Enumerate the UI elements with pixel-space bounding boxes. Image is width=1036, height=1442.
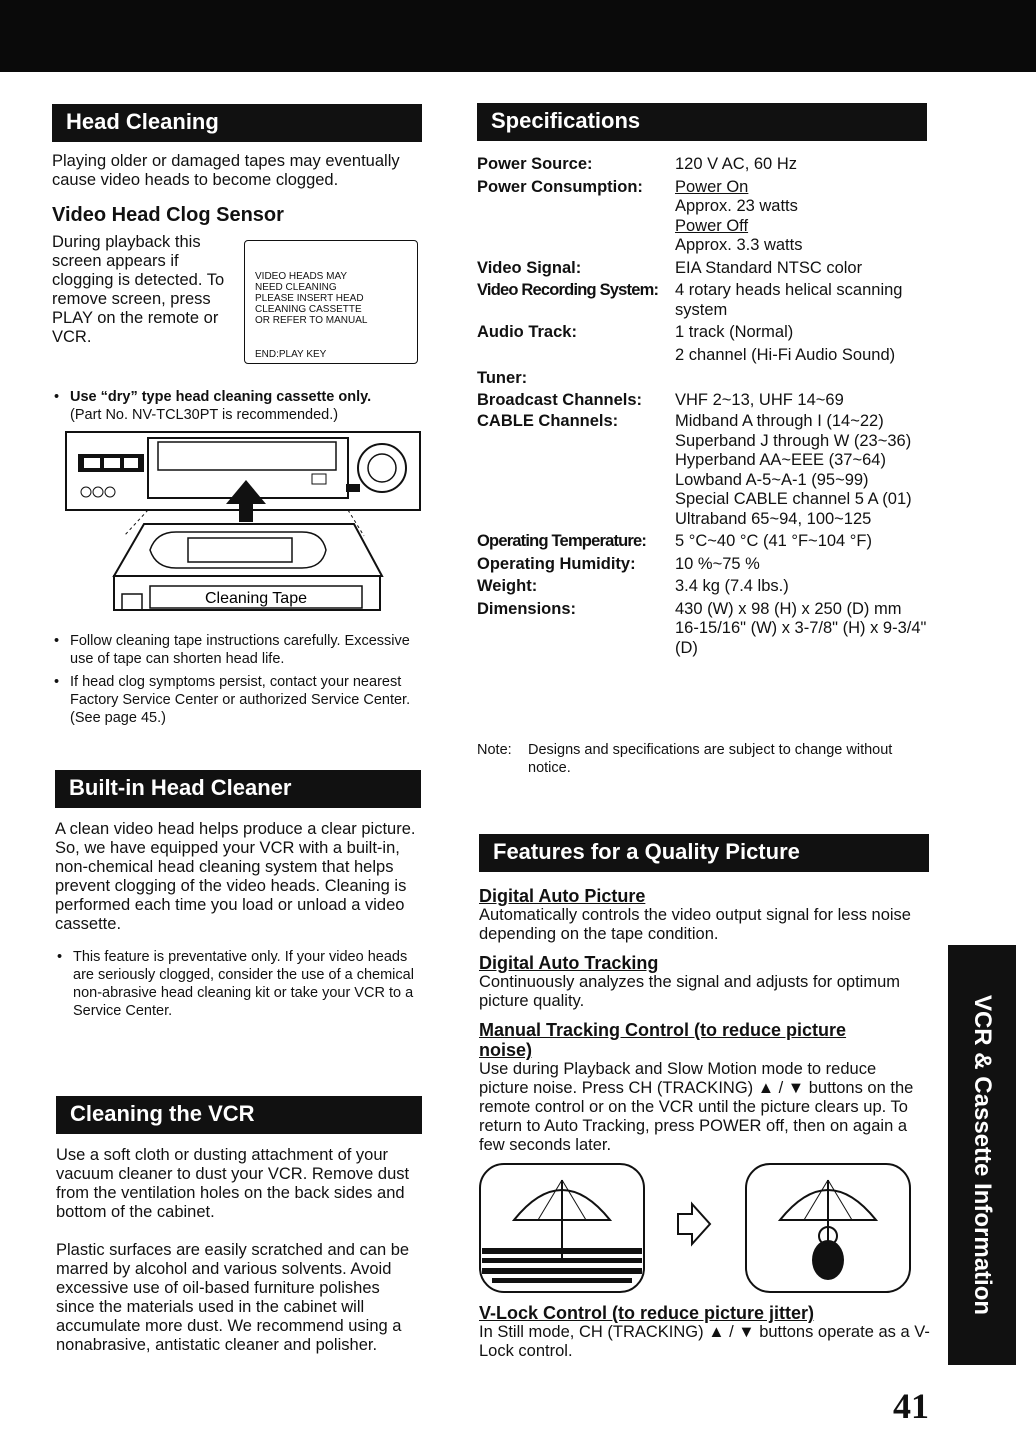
bullet-item: • If head clog symptoms persist, contact your nearest Factory Service Center or authorized Service Center. (See page 45.) xyxy=(52,673,424,727)
spec-power-consumption xyxy=(477,178,927,256)
feature-text: Continuously analyzes the signal and adjusts for optimum picture quality. xyxy=(479,973,900,1010)
spec-label: Power Consumption: xyxy=(477,177,643,196)
spec-value: 120 V AC, 60 Hz xyxy=(675,155,797,173)
builtin-cleaner-text: A clean video head helps produce a clear picture. So, we have equipped your VCR with a built-in, non-chemical head cleaning system that helps prevent clogging of the video heads. Cleaning is performed each time you load or unload a video cassette. xyxy=(55,820,416,933)
spec-label: Video Signal: xyxy=(477,258,582,277)
feature-heading: V-Lock Control (to reduce picture jitter) xyxy=(479,1303,815,1323)
spec-dimensions xyxy=(477,600,927,659)
side-tab xyxy=(948,945,1016,1365)
spec-power-source xyxy=(477,155,927,175)
spec-tuner xyxy=(477,369,927,389)
spec-value: 2 channel (Hi-Fi Audio Sound) xyxy=(675,345,896,364)
builtin-cleaner-section xyxy=(55,770,421,1020)
vlock-feature xyxy=(479,1303,931,1361)
tracking-comparison-illustration xyxy=(478,1160,914,1294)
features-header: Features for a Quality Picture xyxy=(479,834,929,872)
spec-note xyxy=(477,741,897,777)
cleaning-vcr-header: Cleaning the VCR xyxy=(56,1096,422,1134)
feature-heading: Manual Tracking Control (to reduce picture noise) xyxy=(479,1020,847,1060)
feature-text: In Still mode, CH (TRACKING) ▲ / ▼ buttons operate as a V-Lock control. xyxy=(479,1323,930,1360)
feature-text: Use during Playback and Slow Motion mode to reduce picture noise. Press CH (TRACKING) ▲ / ▼ buttons on the remote control or on the VCR until the picture clears up. To return to Auto Tracking, press POWER off, then on again a few seconds later. xyxy=(479,1060,914,1154)
spec-value: 5 °C~40 °C (41 °F~104 °F) xyxy=(675,532,872,550)
dry-cassette-part: (Part No. NV-TCL30PT is recommended.) xyxy=(70,407,339,423)
bullet-item: • Follow cleaning tape instructions carefully. Excessive use of tape can shorten head life. xyxy=(52,632,424,668)
spec-label: Video Recording System: xyxy=(477,281,659,299)
top-black-band xyxy=(0,0,1036,72)
spec-value: Approx. 3.3 watts xyxy=(675,236,803,254)
cleaning-vcr-p2: Plastic surfaces are easily scratched and can be marred by alcohol and various solvents. Avoid excessive use of oil-based furniture polishes since the materials used in the cabinet will accumulate more dust. We recommend using a nonabrasive, antistatic cleaner and polisher. xyxy=(56,1241,410,1354)
page-number: 41 xyxy=(893,1386,929,1426)
spec-value: VHF 2~13, UHF 14~69 xyxy=(675,390,844,409)
head-cleaning-bullets xyxy=(52,632,424,727)
spec-video-recording xyxy=(477,281,927,320)
spec-value: Lowband A-5~A-1 (95~99) xyxy=(675,470,869,489)
spec-value: 430 (W) x 98 (H) x 250 (D) mm xyxy=(675,599,902,618)
spec-value: Ultraband 65~94, 100~125 xyxy=(675,509,872,528)
clog-sensor-text: During playback this screen appears if clogging is detected. To remove screen, press PLAY on the remote or VCR. xyxy=(52,233,225,346)
spec-label: Operating Temperature: xyxy=(477,532,647,550)
spec-value: Approx. 23 watts xyxy=(675,197,798,215)
spec-broadcast xyxy=(477,391,927,411)
spec-label: Dimensions: xyxy=(477,599,577,618)
spec-value: 4 rotary heads helical scanning system xyxy=(675,281,903,319)
specifications-section xyxy=(477,103,927,658)
dry-cassette-bullet xyxy=(52,388,424,424)
specifications-header: Specifications xyxy=(477,103,927,141)
spec-value: 16-15/16" (W) x 3-7/8" (H) x 9-3/4" (D) xyxy=(675,619,927,657)
spec-audio-track xyxy=(477,323,927,365)
vcr-cleaning-tape-illustration xyxy=(64,428,424,616)
spec-weight xyxy=(477,577,927,597)
screen-line: NEED CLEANING xyxy=(255,282,337,293)
dry-cassette-bold: • Use “dry” type head cleaning cassette only. xyxy=(70,389,372,405)
note-text: Designs and specifications are subject to change without notice. xyxy=(528,742,893,776)
spec-value: EIA Standard NTSC color xyxy=(675,258,863,277)
screen-line: PLEASE INSERT HEAD xyxy=(255,293,364,304)
spec-value: 10 %~75 % xyxy=(675,554,760,573)
spec-value: Hyperband AA~EEE (37~64) xyxy=(675,451,886,469)
cleaning-vcr-p1: Use a soft cloth or dusting attachment of your vacuum cleaner to dust your VCR. Remove dust from the ventilation holes on the back sides and bottom of the cabinet. xyxy=(56,1146,410,1221)
spec-temperature xyxy=(477,532,927,552)
spec-label: Tuner: xyxy=(477,369,528,387)
screen-line: CLEANING CASSETTE xyxy=(255,304,362,315)
head-cleaning-header: Head Cleaning xyxy=(52,104,422,142)
spec-power-on: Power On xyxy=(675,177,749,196)
spec-value: Superband J through W (23~36) xyxy=(675,431,912,450)
feature-heading: Digital Auto Tracking xyxy=(479,953,659,973)
spec-label: Broadcast Channels: xyxy=(477,390,643,409)
spec-label: Power Source: xyxy=(477,155,593,173)
builtin-cleaner-bullet: • This feature is preventative only. If your video heads are seriously clogged, consider the use of a chemical non-abrasive head cleaning kit or take your VCR to a Service Center. xyxy=(55,948,421,1020)
builtin-cleaner-header: Built-in Head Cleaner xyxy=(55,770,421,808)
screen-footer: END:PLAY KEY xyxy=(255,349,327,360)
spec-value: 3.4 kg (7.4 lbs.) xyxy=(675,577,789,595)
spec-label: Weight: xyxy=(477,577,538,595)
screen-line: VIDEO HEADS MAY xyxy=(255,271,348,282)
feature-heading: Digital Auto Picture xyxy=(479,886,646,906)
cleaning-vcr-section xyxy=(56,1096,422,1355)
spec-label: Operating Humidity: xyxy=(477,554,636,573)
head-cleaning-intro: Playing older or damaged tapes may eventually cause video heads to become clogged. xyxy=(52,152,400,189)
spec-value: Special CABLE channel 5 A (01) xyxy=(675,490,912,508)
spec-video-signal xyxy=(477,259,927,279)
spec-value: Midband A through I (14~22) xyxy=(675,412,884,430)
spec-value: 1 track (Normal) xyxy=(675,323,794,341)
note-label: Note: xyxy=(477,742,512,758)
clog-sensor-title: Video Head Clog Sensor xyxy=(52,204,284,226)
clog-warning-screen xyxy=(244,240,418,364)
spec-label: CABLE Channels: xyxy=(477,412,619,430)
feature-text: Automatically controls the video output signal for less noise depending on the tape condition. xyxy=(479,906,911,943)
features-section xyxy=(479,834,929,1155)
spec-label: Audio Track: xyxy=(477,323,577,341)
screen-line: OR REFER TO MANUAL xyxy=(255,315,368,326)
spec-cable xyxy=(477,412,927,529)
cleaning-tape-label: Cleaning Tape xyxy=(204,590,308,607)
spec-power-off: Power Off xyxy=(675,216,749,235)
spec-humidity xyxy=(477,555,927,575)
side-tab-label: VCR & Cassette Information xyxy=(969,994,996,1316)
